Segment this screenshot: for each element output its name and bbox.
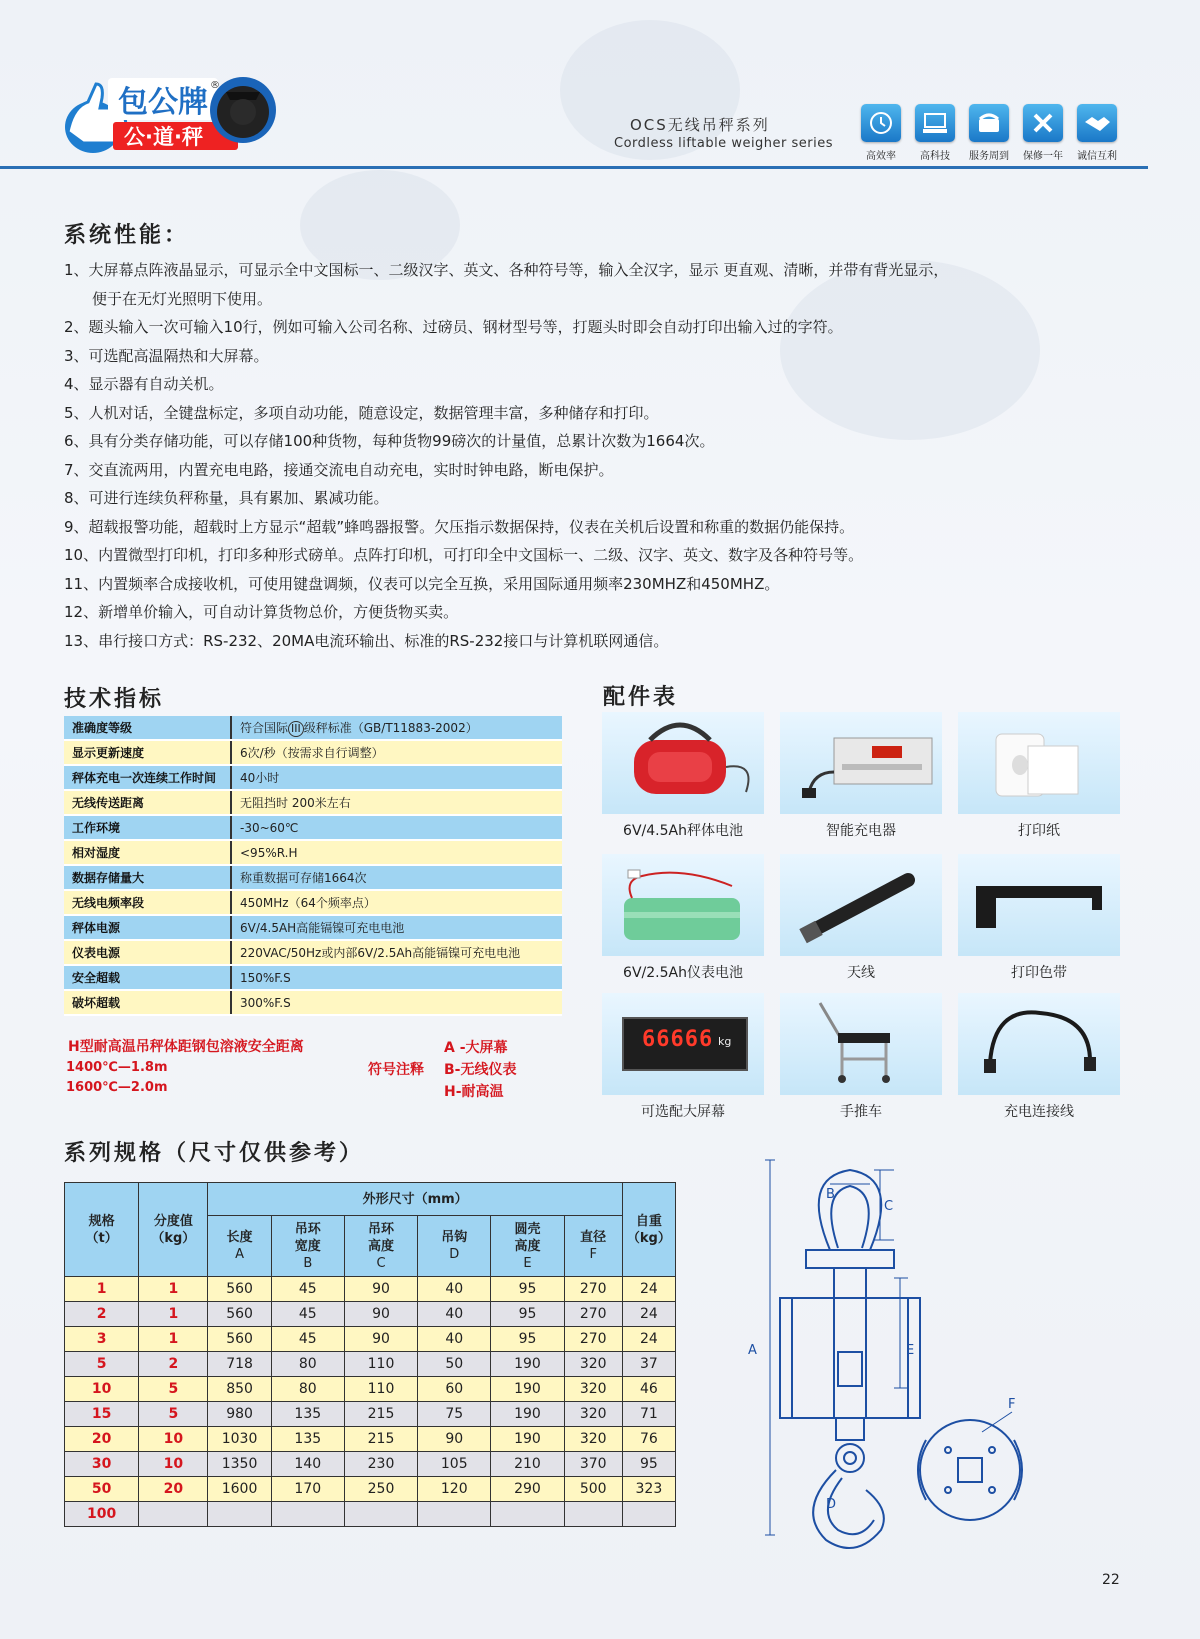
table-cell: 5	[65, 1352, 139, 1377]
table-cell: 75	[418, 1402, 491, 1427]
table-cell: 560	[208, 1302, 271, 1327]
clock-icon	[861, 104, 901, 142]
table-cell	[564, 1502, 622, 1527]
spec-value	[231, 716, 562, 740]
page-number: 22	[1102, 1572, 1120, 1588]
table-cell: 95	[491, 1327, 564, 1352]
accessory-paper	[958, 712, 1120, 840]
table-cell: 120	[418, 1477, 491, 1502]
feature-service	[969, 104, 1009, 162]
table-cell: 37	[622, 1352, 675, 1377]
table-cell: 110	[344, 1377, 417, 1402]
table-row	[64, 965, 562, 990]
table-cell	[491, 1502, 564, 1527]
diagram-hook	[813, 1470, 884, 1548]
feature-warranty	[1023, 104, 1063, 162]
table-row	[64, 940, 562, 965]
display-digits: 66666	[642, 1027, 714, 1052]
table-row	[65, 1477, 676, 1502]
table-cell: 60	[418, 1377, 491, 1402]
table-cell	[344, 1502, 417, 1527]
sizes-title: 系列规格（尺寸仅供参考）	[64, 1141, 365, 1166]
h-type-note-line1: 1400℃—1.8m	[66, 1060, 168, 1075]
accessory-body-battery	[602, 712, 764, 840]
accessory-charger	[780, 712, 942, 840]
tools-icon	[1023, 104, 1063, 142]
col-header	[208, 1216, 271, 1277]
table-row	[65, 1502, 676, 1527]
table-cell: 90	[418, 1427, 491, 1452]
table-cell: 40	[418, 1302, 491, 1327]
header-text: 直径	[580, 1230, 607, 1245]
accessory-antenna	[780, 854, 942, 982]
diagram-label-b: B	[826, 1187, 835, 1202]
header-text: 自重	[635, 1213, 662, 1229]
feature-efficiency	[861, 104, 901, 162]
table-cell: 45	[271, 1302, 344, 1327]
table-cell: 1	[139, 1277, 208, 1302]
table-row	[64, 890, 562, 915]
col-outer-size-header: 外形尺寸（mm）	[208, 1183, 622, 1216]
accessory-photo	[780, 712, 942, 814]
accessory-photo	[958, 854, 1120, 956]
table-cell: 5	[139, 1402, 208, 1427]
table-cell: 560	[208, 1327, 271, 1352]
table-cell: 560	[208, 1277, 271, 1302]
phone-icon	[969, 104, 1009, 142]
table-cell: 10	[139, 1427, 208, 1452]
accessory-photo	[780, 993, 942, 1095]
header-text: 吊钩	[441, 1230, 468, 1245]
accessory-photo	[602, 712, 764, 814]
table-cell: 718	[208, 1352, 271, 1377]
spec-value-text: 符合国际	[240, 720, 289, 735]
table-cell: 1350	[208, 1452, 271, 1477]
table-cell: 210	[491, 1452, 564, 1477]
table-cell	[622, 1502, 675, 1527]
table-cell: 320	[564, 1402, 622, 1427]
accessory-large-display	[602, 993, 764, 1121]
accessory-label: 6V/4.5Ah秤体电池	[623, 823, 743, 839]
list-item: 2、题头输入一次可输入10行，例如可输入公司名称、过磅员、钢材型号等，打题头时即会自动打印出输入过的字符。	[64, 318, 843, 336]
table-cell: 2	[65, 1302, 139, 1327]
spec-value: 150%F.S	[231, 965, 562, 990]
header-text: 规格	[88, 1213, 115, 1229]
list-item: 9、超载报警功能，超载时上方显示“超载”蜂鸣器报警。欠压指示数据保持，仪表在关机后设置和称重的数据仍能保持。	[64, 517, 855, 536]
diagram-label-d: D	[826, 1497, 837, 1512]
table-row	[64, 740, 562, 765]
svg-text:®: ®	[210, 80, 220, 91]
svg-text:公·道·秤: 公·道·秤	[124, 125, 203, 149]
accessories-title: 配件表	[603, 685, 679, 710]
table-cell: 250	[344, 1477, 417, 1502]
spec-value: 40小时	[231, 765, 562, 790]
spec-value: 220VAC/50Hz或内部6V/2.5Ah高能镉镍可充电电池	[231, 940, 562, 965]
accessory-label: 打印色带	[1011, 965, 1067, 981]
symbol-label: 符号注释	[368, 1062, 424, 1078]
table-row	[65, 1302, 676, 1327]
header-letter: F	[589, 1247, 597, 1262]
table-cell: 1	[65, 1277, 139, 1302]
table-cell: 500	[564, 1477, 622, 1502]
accuracy-class-mark: III	[288, 721, 304, 737]
size-table-body	[65, 1277, 676, 1527]
table-cell: 230	[344, 1452, 417, 1477]
table-cell: 370	[564, 1452, 622, 1477]
brand-logo	[38, 72, 278, 162]
accessory-label: 可选配大屏幕	[641, 1104, 725, 1120]
spec-value: 6次/秒（按需求自行调整）	[231, 740, 562, 765]
spec-value: 无阻挡时 200米左右	[231, 790, 562, 815]
spec-key: 相对湿度	[64, 840, 231, 865]
list-item: 7、交直流两用，内置充电电路，接通交流电自动充电，实时时钟电路，断电保护。	[64, 460, 614, 479]
table-row	[65, 1402, 676, 1427]
col-spec-header	[65, 1183, 139, 1277]
spec-key: 仪表电源	[64, 940, 231, 965]
table-cell: 1600	[208, 1477, 271, 1502]
col-header	[491, 1216, 564, 1277]
table-cell: 90	[344, 1327, 417, 1352]
table-cell: 71	[622, 1402, 675, 1427]
diagram-label-a: A	[748, 1343, 757, 1358]
table-cell: 15	[65, 1402, 139, 1427]
spec-key: 准确度等级	[64, 716, 231, 740]
header-unit: （kg）	[626, 1230, 671, 1246]
table-row	[64, 915, 562, 940]
size-table	[64, 1182, 676, 1527]
table-cell: 76	[622, 1427, 675, 1452]
table-cell	[139, 1502, 208, 1527]
accessory-label: 天线	[847, 965, 875, 981]
spec-key: 安全超载	[64, 965, 231, 990]
header-unit: （t）	[85, 1230, 118, 1246]
list-item: 3、可选配高温隔热和大屏幕。	[64, 346, 269, 365]
table-row	[64, 815, 562, 840]
table-cell: 140	[271, 1452, 344, 1477]
series-title-en: Cordless liftable weigher series	[614, 136, 834, 151]
table-row	[64, 716, 562, 740]
table-cell: 95	[491, 1302, 564, 1327]
spec-value-text: 级秤标准（GB/T11883-2002）	[303, 720, 478, 735]
dim-line-e	[894, 1278, 908, 1388]
table-cell: 170	[271, 1477, 344, 1502]
table-cell: 323	[622, 1477, 675, 1502]
spec-value: -30~60℃	[231, 815, 562, 840]
table-cell: 24	[622, 1277, 675, 1302]
header-text: 吊环高度	[367, 1221, 394, 1254]
list-item: 8、可进行连续负秤称量，具有累加、累减功能。	[64, 489, 389, 507]
table-cell: 30	[65, 1452, 139, 1477]
table-cell: 45	[271, 1277, 344, 1302]
svg-text:包公牌: 包公牌	[118, 85, 208, 120]
table-cell: 1	[139, 1327, 208, 1352]
computer-icon	[915, 104, 955, 142]
spec-key: 显示更新速度	[64, 740, 231, 765]
series-title-cn: OCS无线吊秤系列	[630, 116, 770, 134]
feature-icons	[861, 104, 1117, 162]
diagram-shackle	[819, 1170, 882, 1250]
accessory-photo	[780, 854, 942, 956]
table-cell: 320	[564, 1352, 622, 1377]
table-header-row	[65, 1183, 676, 1216]
table-cell: 80	[271, 1352, 344, 1377]
table-cell: 190	[491, 1377, 564, 1402]
col-header	[564, 1216, 622, 1277]
table-cell	[418, 1502, 491, 1527]
table-cell: 90	[344, 1277, 417, 1302]
table-cell: 980	[208, 1402, 271, 1427]
spec-key: 秤体充电一次连续工作时间	[64, 765, 231, 790]
accessory-photo	[602, 854, 764, 956]
table-cell: 10	[65, 1377, 139, 1402]
diagram-label-f: F	[1008, 1397, 1016, 1412]
accessory-label: 打印纸	[1018, 823, 1060, 839]
list-item: 5、人机对话，全键盘标定，多项自动功能，随意设定，数据管理丰富，多种储存和打印。	[64, 403, 659, 422]
table-cell: 2	[139, 1352, 208, 1377]
table-cell: 95	[622, 1452, 675, 1477]
header-unit: （kg）	[151, 1230, 196, 1246]
feature-label: 保修一年	[1023, 151, 1063, 162]
table-row	[64, 990, 562, 1015]
header-letter: D	[449, 1247, 460, 1262]
symbol-b: B-无线仪表	[444, 1062, 517, 1078]
accessory-label: 充电连接线	[1004, 1104, 1074, 1120]
table-cell: 320	[564, 1427, 622, 1452]
spec-value: 300%F.S	[231, 990, 562, 1015]
header-text: 分度值	[153, 1213, 193, 1229]
table-cell: 190	[491, 1352, 564, 1377]
performance-title: 系统性能：	[64, 223, 190, 248]
table-cell: 215	[344, 1427, 417, 1452]
display-unit: kg	[718, 1035, 732, 1048]
table-cell: 90	[344, 1302, 417, 1327]
table-cell: 290	[491, 1477, 564, 1502]
list-item: 11、内置频率合成接收机，可使用键盘调频，仪表可以完全互换，采用国际通用频率230MHZ和450MHZ。	[64, 574, 780, 593]
feature-label: 诚信互利	[1077, 151, 1117, 162]
header-text: 圆壳高度	[514, 1221, 541, 1254]
table-cell: 45	[271, 1327, 344, 1352]
handshake-icon	[1077, 104, 1117, 142]
list-item: 13、串行接口方式：RS-232、20MA电流环输出、标准的RS-232接口与计算机联网通信。	[64, 631, 669, 650]
spec-value: <95%R.H	[231, 840, 562, 865]
table-cell: 24	[622, 1302, 675, 1327]
header-letter: B	[303, 1255, 313, 1271]
spec-key: 破坏超载	[64, 990, 231, 1015]
table-row	[64, 765, 562, 790]
header-divider	[0, 166, 1148, 169]
table-cell: 1030	[208, 1427, 271, 1452]
list-item: 1、大屏幕点阵液晶显示，可显示全中文国标一、二级汉字、英文、各种符号等，输入全汉字，显示 更直观、清晰，并带有背光显示，	[64, 261, 949, 279]
table-cell: 50	[418, 1352, 491, 1377]
accessory-instrument-battery	[602, 854, 764, 982]
h-type-note-line2: 1600℃—2.0m	[66, 1080, 168, 1095]
spec-table	[64, 716, 562, 1016]
spec-key: 秤体电源	[64, 915, 231, 940]
spec-value: 称重数据可存储1664次	[231, 865, 562, 890]
col-header	[271, 1216, 344, 1277]
col-division-header	[139, 1183, 208, 1277]
feature-tech	[915, 104, 955, 162]
table-row	[64, 840, 562, 865]
spec-key: 工作环境	[64, 815, 231, 840]
table-cell: 320	[564, 1377, 622, 1402]
table-cell: 40	[418, 1327, 491, 1352]
diagram-label-e: E	[906, 1343, 915, 1358]
feature-label: 高效率	[866, 151, 896, 162]
table-cell: 46	[622, 1377, 675, 1402]
feature-label: 服务周到	[969, 151, 1009, 162]
header-text: 长度	[226, 1230, 253, 1245]
table-cell: 110	[344, 1352, 417, 1377]
table-cell: 20	[139, 1477, 208, 1502]
table-cell: 3	[65, 1327, 139, 1352]
col-header	[418, 1216, 491, 1277]
h-type-note-title: H型耐高温吊秤体距钢包溶液安全距离	[68, 1039, 304, 1055]
table-cell: 95	[491, 1277, 564, 1302]
header-letter: E	[523, 1255, 532, 1271]
table-row	[64, 865, 562, 890]
table-row	[65, 1427, 676, 1452]
table-cell: 24	[622, 1327, 675, 1352]
spec-key: 数据存储量大	[64, 865, 231, 890]
table-cell	[271, 1502, 344, 1527]
table-cell: 1	[139, 1302, 208, 1327]
table-cell: 40	[418, 1277, 491, 1302]
list-item: 6、具有分类存储功能，可以存储100种货物，每种货物99磅次的计量值，总累计次数为1664次。	[64, 432, 715, 450]
accessory-cart	[780, 993, 942, 1121]
spec-key: 无线传送距离	[64, 790, 231, 815]
diagram-body	[780, 1298, 920, 1418]
hook-scale-diagram	[748, 1170, 1070, 1550]
table-row	[65, 1452, 676, 1477]
table-cell: 20	[65, 1427, 139, 1452]
list-item: 10、内置微型打印机，打印多种形式磅单。点阵打印机，可打印全中文国标一、二级、汉字、英文、数字及各种符号等。	[64, 546, 864, 564]
accessory-label: 手推车	[840, 1104, 882, 1120]
list-item: 4、显示器有自动关机。	[64, 375, 224, 393]
symbol-h: H-耐高温	[444, 1084, 504, 1100]
table-cell: 190	[491, 1427, 564, 1452]
spec-key: 无线电频率段	[64, 890, 231, 915]
header-letter: A	[235, 1247, 244, 1262]
list-item: 12、新增单价输入，可自动计算货物总价，方便货物买卖。	[64, 603, 459, 621]
spec-title: 技术指标	[64, 687, 165, 712]
table-cell: 80	[271, 1377, 344, 1402]
diagram-round-casing	[920, 1420, 1020, 1520]
table-row	[65, 1377, 676, 1402]
col-header	[344, 1216, 417, 1277]
col-weight-header	[622, 1183, 675, 1277]
table-cell: 5	[139, 1377, 208, 1402]
table-cell: 50	[65, 1477, 139, 1502]
table-cell: 100	[65, 1502, 139, 1527]
table-row	[65, 1327, 676, 1352]
accessory-photo	[958, 712, 1120, 814]
table-cell	[208, 1502, 271, 1527]
accessory-label: 6V/2.5Ah仪表电池	[623, 965, 743, 981]
table-cell: 270	[564, 1277, 622, 1302]
table-cell: 135	[271, 1402, 344, 1427]
spec-value: 6V/4.5AH高能镉镍可充电电池	[231, 915, 562, 940]
table-cell: 190	[491, 1402, 564, 1427]
table-row	[65, 1352, 676, 1377]
feature-label: 高科技	[920, 151, 950, 162]
list-item: 便于在无灯光照明下使用。	[92, 289, 273, 308]
table-cell: 270	[564, 1327, 622, 1352]
header-letter: C	[376, 1255, 386, 1271]
performance-list	[64, 256, 1144, 655]
diagram-label-c: C	[884, 1199, 894, 1214]
accessory-cable	[958, 993, 1120, 1121]
header-text: 吊环宽度	[294, 1221, 321, 1254]
table-cell: 215	[344, 1402, 417, 1427]
table-cell: 850	[208, 1377, 271, 1402]
table-cell: 10	[139, 1452, 208, 1477]
table-cell: 135	[271, 1427, 344, 1452]
table-row	[65, 1277, 676, 1302]
spec-value: 450MHz（64个频率点）	[231, 890, 562, 915]
accessory-photo	[958, 993, 1120, 1095]
table-cell: 105	[418, 1452, 491, 1477]
table-row	[64, 790, 562, 815]
feature-trust	[1077, 104, 1117, 162]
accessory-ribbon	[958, 854, 1120, 982]
table-cell: 270	[564, 1302, 622, 1327]
symbol-a: A -大屏幕	[444, 1040, 508, 1056]
accessory-photo	[602, 993, 764, 1095]
accessory-label: 智能充电器	[826, 823, 896, 839]
